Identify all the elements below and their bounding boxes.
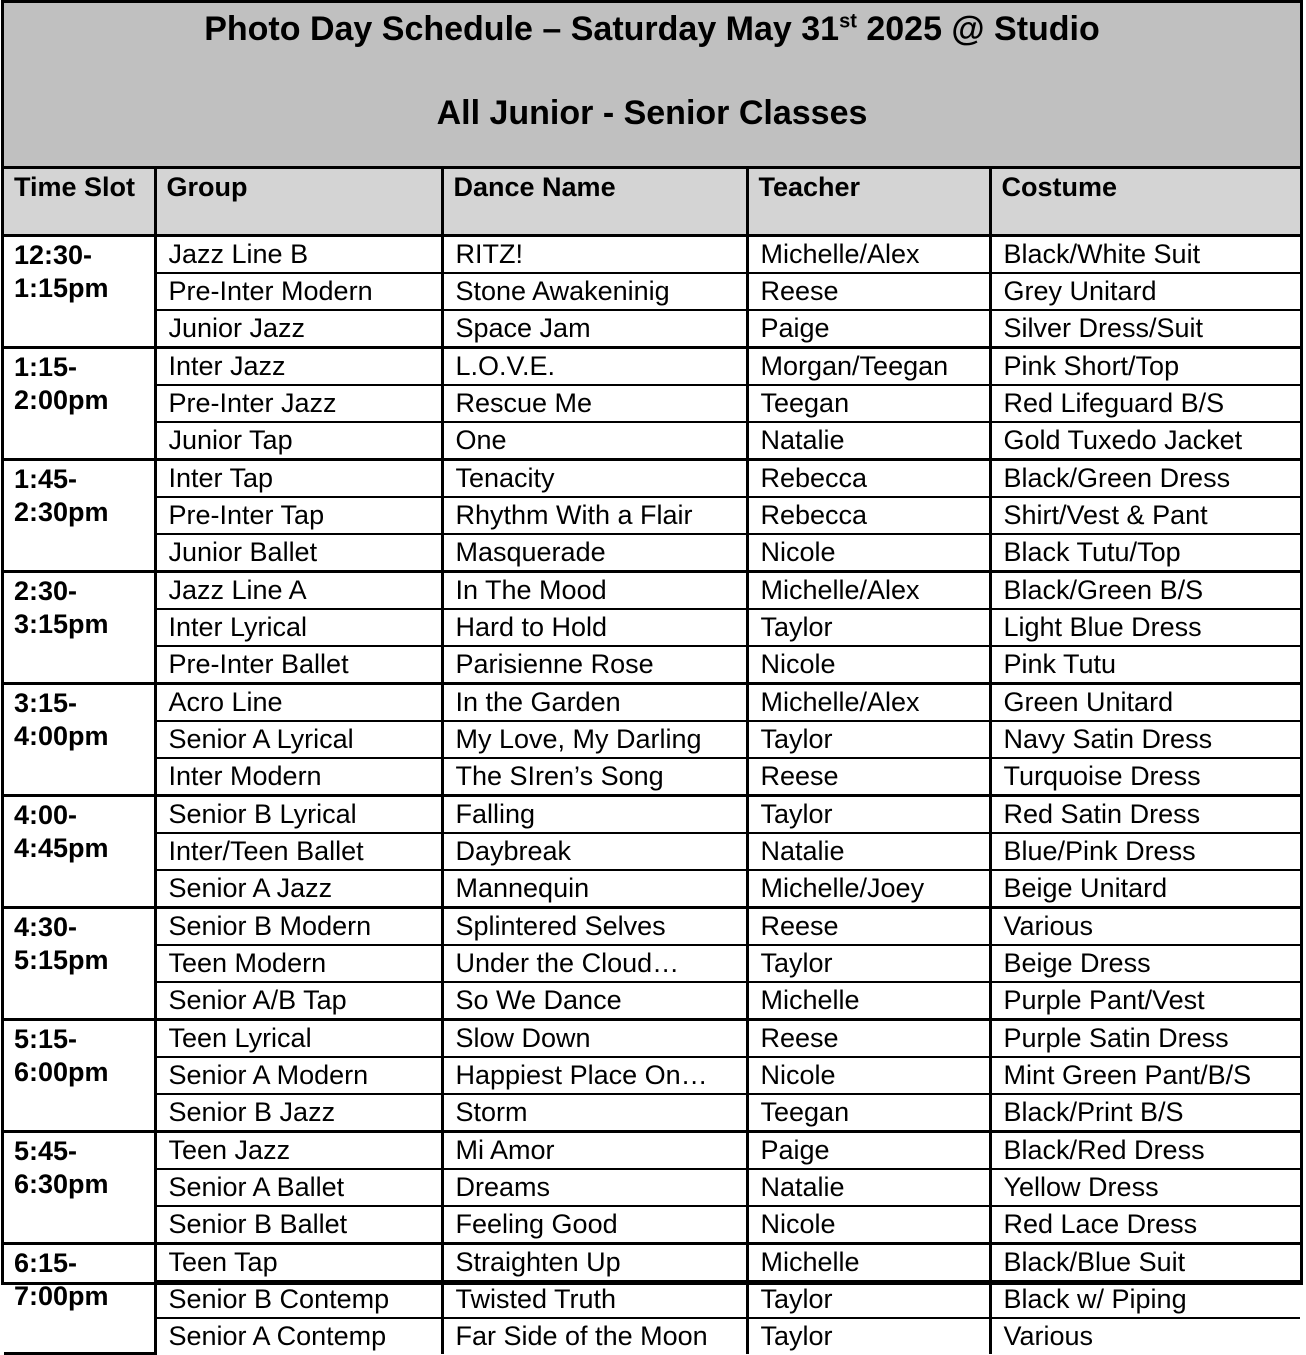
dance-name-cell: In the Garden (442, 683, 747, 721)
dance-name-cell: L.O.V.E. (442, 347, 747, 385)
group-cell: Acro Line (155, 683, 442, 721)
group-cell: Pre-Inter Modern (155, 273, 442, 310)
schedule-table (4, 169, 1300, 1355)
header-time-slot: Time Slot (4, 169, 155, 235)
group-cell: Pre-Inter Jazz (155, 385, 442, 422)
table-row (4, 982, 1300, 1020)
dance-name-cell: Hard to Hold (442, 609, 747, 646)
group-cell: Senior A/B Tap (155, 982, 442, 1020)
page-title (4, 3, 1300, 59)
group-cell: Senior A Jazz (155, 870, 442, 908)
teacher-cell: Nicole (747, 1057, 990, 1094)
header-dance-name: Dance Name (442, 169, 747, 235)
teacher-cell: Paige (747, 1131, 990, 1169)
dance-name-cell: RITZ! (442, 235, 747, 273)
costume-cell: Black/Print B/S (990, 1094, 1300, 1132)
costume-cell: Black/White Suit (990, 235, 1300, 273)
time-slot-cell: 3:15-4:00pm (4, 683, 155, 795)
dance-name-cell: Stone Awakeninig (442, 273, 747, 310)
schedule-sheet (1, 0, 1303, 1351)
time-slot-cell: 4:30-5:15pm (4, 907, 155, 1019)
schedule-body (4, 235, 1300, 1354)
teacher-cell: Nicole (747, 534, 990, 572)
teacher-cell: Natalie (747, 1169, 990, 1206)
title-prefix: Photo Day Schedule – Saturday May 31 (204, 10, 840, 48)
page-subtitle: All Junior - Senior Classes (436, 94, 868, 132)
dance-name-cell: Tenacity (442, 459, 747, 497)
dance-name-cell: Mannequin (442, 870, 747, 908)
group-cell: Senior B Lyrical (155, 795, 442, 833)
costume-cell: Navy Satin Dress (990, 721, 1300, 758)
teacher-cell: Taylor (747, 795, 990, 833)
time-slot-cell: 4:00-4:45pm (4, 795, 155, 907)
table-row (4, 347, 1300, 385)
dance-name-cell: Happiest Place On… (442, 1057, 747, 1094)
costume-cell: Blue/Pink Dress (990, 833, 1300, 870)
teacher-cell: Rebecca (747, 459, 990, 497)
header-costume: Costume (990, 169, 1300, 235)
group-cell: Junior Jazz (155, 310, 442, 348)
dance-name-cell: The SIren’s Song (442, 758, 747, 796)
dance-name-cell: Mi Amor (442, 1131, 747, 1169)
group-cell: Senior A Modern (155, 1057, 442, 1094)
table-row (4, 497, 1300, 534)
title-ordinal: st (839, 10, 857, 33)
teacher-cell: Rebecca (747, 497, 990, 534)
group-cell: Senior B Modern (155, 907, 442, 945)
table-row (4, 422, 1300, 460)
time-slot-cell: 5:15-6:00pm (4, 1019, 155, 1131)
teacher-cell: Taylor (747, 721, 990, 758)
dance-name-cell: Rhythm With a Flair (442, 497, 747, 534)
dance-name-cell: Under the Cloud… (442, 945, 747, 982)
header-row (4, 169, 1300, 235)
dance-name-cell: Storm (442, 1094, 747, 1132)
teacher-cell: Taylor (747, 1318, 990, 1354)
time-slot-cell: 1:45-2:30pm (4, 459, 155, 571)
group-cell: Inter Modern (155, 758, 442, 796)
group-cell: Inter Tap (155, 459, 442, 497)
teacher-cell: Natalie (747, 422, 990, 460)
teacher-cell: Reese (747, 1019, 990, 1057)
costume-cell: Turquoise Dress (990, 758, 1300, 796)
costume-cell: Shirt/Vest & Pant (990, 497, 1300, 534)
teacher-cell: Michelle (747, 1243, 990, 1281)
time-slot-cell: 1:15-2:00pm (4, 347, 155, 459)
dance-name-cell: Masquerade (442, 534, 747, 572)
dance-name-cell: Twisted Truth (442, 1281, 747, 1318)
table-row (4, 870, 1300, 908)
dance-name-cell: Falling (442, 795, 747, 833)
teacher-cell: Reese (747, 758, 990, 796)
teacher-cell: Michelle (747, 982, 990, 1020)
table-row (4, 1169, 1300, 1206)
dance-name-cell: In The Mood (442, 571, 747, 609)
teacher-cell: Teegan (747, 385, 990, 422)
costume-cell: Black/Red Dress (990, 1131, 1300, 1169)
title-block (4, 3, 1300, 169)
dance-name-cell: Space Jam (442, 310, 747, 348)
table-row (4, 459, 1300, 497)
group-cell: Teen Tap (155, 1243, 442, 1281)
dance-name-cell: Rescue Me (442, 385, 747, 422)
teacher-cell: Michelle/Alex (747, 235, 990, 273)
table-row (4, 1019, 1300, 1057)
table-row (4, 273, 1300, 310)
costume-cell: Black Tutu/Top (990, 534, 1300, 572)
costume-cell: Beige Unitard (990, 870, 1300, 908)
costume-cell: Red Satin Dress (990, 795, 1300, 833)
table-row (4, 646, 1300, 684)
costume-cell: Purple Pant/Vest (990, 982, 1300, 1020)
table-row (4, 721, 1300, 758)
group-cell: Senior A Ballet (155, 1169, 442, 1206)
table-row (4, 1131, 1300, 1169)
group-cell: Senior B Ballet (155, 1206, 442, 1244)
table-row (4, 385, 1300, 422)
group-cell: Pre-Inter Ballet (155, 646, 442, 684)
teacher-cell: Michelle/Alex (747, 683, 990, 721)
group-cell: Jazz Line B (155, 235, 442, 273)
costume-cell: Red Lifeguard B/S (990, 385, 1300, 422)
time-slot-cell: 2:30-3:15pm (4, 571, 155, 683)
table-row (4, 907, 1300, 945)
costume-cell: Pink Short/Top (990, 347, 1300, 385)
group-cell: Inter Jazz (155, 347, 442, 385)
time-slot-cell: 5:45-6:30pm (4, 1131, 155, 1243)
group-cell: Teen Modern (155, 945, 442, 982)
time-slot-cell: 12:30-1:15pm (4, 235, 155, 347)
header-teacher: Teacher (747, 169, 990, 235)
dance-name-cell: Daybreak (442, 833, 747, 870)
teacher-cell: Morgan/Teegan (747, 347, 990, 385)
table-row (4, 310, 1300, 348)
header-group: Group (155, 169, 442, 235)
group-cell: Senior B Contemp (155, 1281, 442, 1318)
teacher-cell: Reese (747, 273, 990, 310)
table-row (4, 758, 1300, 796)
table-row (4, 1057, 1300, 1094)
dance-name-cell: Parisienne Rose (442, 646, 747, 684)
group-cell: Junior Ballet (155, 534, 442, 572)
group-cell: Teen Lyrical (155, 1019, 442, 1057)
teacher-cell: Taylor (747, 945, 990, 982)
table-row (4, 1206, 1300, 1244)
table-row (4, 571, 1300, 609)
table-row (4, 1094, 1300, 1132)
costume-cell: Black/Green Dress (990, 459, 1300, 497)
costume-cell: Black/Blue Suit (990, 1243, 1300, 1281)
group-cell: Inter Lyrical (155, 609, 442, 646)
dance-name-cell: So We Dance (442, 982, 747, 1020)
time-slot-cell: 6:15-7:00pm (4, 1243, 155, 1354)
group-cell: Pre-Inter Tap (155, 497, 442, 534)
costume-cell: Black w/ Piping (990, 1281, 1300, 1318)
teacher-cell: Reese (747, 907, 990, 945)
costume-cell: Green Unitard (990, 683, 1300, 721)
table-row (4, 534, 1300, 572)
teacher-cell: Nicole (747, 646, 990, 684)
costume-cell: Various (990, 907, 1300, 945)
dance-name-cell: My Love, My Darling (442, 721, 747, 758)
group-cell: Jazz Line A (155, 571, 442, 609)
teacher-cell: Nicole (747, 1206, 990, 1244)
teacher-cell: Teegan (747, 1094, 990, 1132)
group-cell: Teen Jazz (155, 1131, 442, 1169)
dance-name-cell: Slow Down (442, 1019, 747, 1057)
costume-cell: Beige Dress (990, 945, 1300, 982)
table-row (4, 795, 1300, 833)
teacher-cell: Natalie (747, 833, 990, 870)
costume-cell: Purple Satin Dress (990, 1019, 1300, 1057)
teacher-cell: Taylor (747, 609, 990, 646)
group-cell: Senior B Jazz (155, 1094, 442, 1132)
costume-cell: Red Lace Dress (990, 1206, 1300, 1244)
group-cell: Senior A Lyrical (155, 721, 442, 758)
costume-cell: Gold Tuxedo Jacket (990, 422, 1300, 460)
teacher-cell: Taylor (747, 1281, 990, 1318)
teacher-cell: Paige (747, 310, 990, 348)
group-cell: Inter/Teen Ballet (155, 833, 442, 870)
costume-cell: Light Blue Dress (990, 609, 1300, 646)
teacher-cell: Michelle/Alex (747, 571, 990, 609)
table-row (4, 683, 1300, 721)
table-row (4, 945, 1300, 982)
costume-cell: Black/Green B/S (990, 571, 1300, 609)
dance-name-cell: One (442, 422, 747, 460)
group-cell: Senior A Contemp (155, 1318, 442, 1354)
table-row (4, 609, 1300, 646)
table-row (4, 1243, 1300, 1281)
table-row (4, 833, 1300, 870)
group-cell: Junior Tap (155, 422, 442, 460)
dance-name-cell: Dreams (442, 1169, 747, 1206)
costume-cell: Grey Unitard (990, 273, 1300, 310)
costume-cell: Various (1003, 1320, 1094, 1351)
title-suffix: 2025 @ Studio (856, 10, 1100, 48)
costume-cell: Silver Dress/Suit (990, 310, 1300, 348)
table-row (4, 1318, 1300, 1354)
dance-name-cell: Splintered Selves (442, 907, 747, 945)
dance-name-cell: Straighten Up (442, 1243, 747, 1281)
costume-cell: Pink Tutu (990, 646, 1300, 684)
dance-name-cell: Far Side of the Moon (442, 1318, 747, 1354)
table-row (4, 235, 1300, 273)
dance-name-cell: Feeling Good (442, 1206, 747, 1244)
costume-cell: Yellow Dress (990, 1169, 1300, 1206)
table-row (4, 1281, 1300, 1318)
costume-cell: Mint Green Pant/B/S (990, 1057, 1300, 1094)
teacher-cell: Michelle/Joey (747, 870, 990, 908)
